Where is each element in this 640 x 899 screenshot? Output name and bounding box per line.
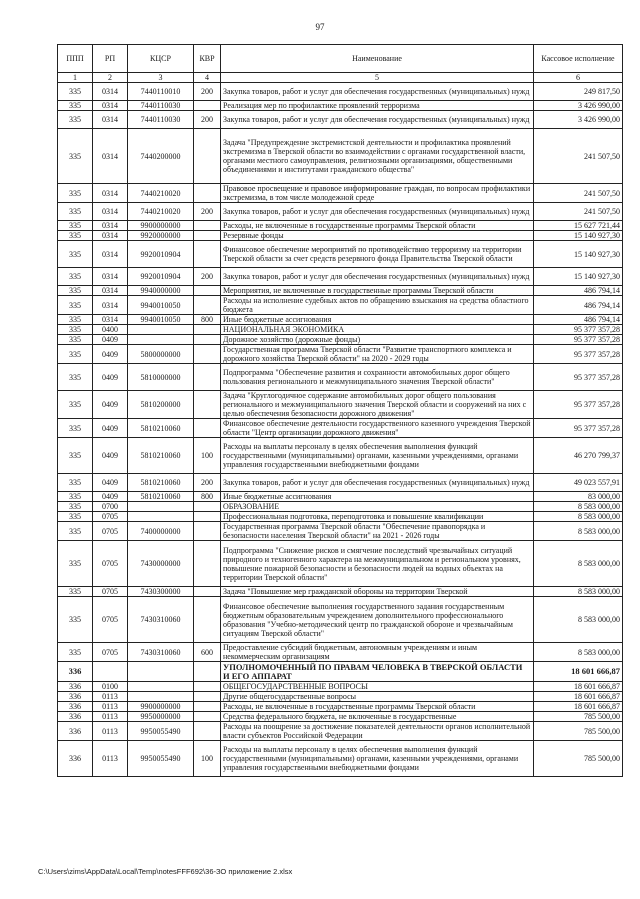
table-row xyxy=(58,221,623,231)
cell-kvr: 200 xyxy=(194,474,221,492)
cell-name: Расходы, не включенные в государственные программы Тверской области xyxy=(221,221,534,231)
table-row xyxy=(58,129,623,184)
cell-name: Дорожное хозяйство (дорожные фонды) xyxy=(221,335,534,345)
cell-kvr: 600 xyxy=(194,643,221,662)
cell-name: Подпрограмма "Обеспечение развития и сохранности автомобильных дорог общего пользования регионального и межмуниципального значения Тверской области" xyxy=(221,364,534,391)
budget-execution-table xyxy=(57,44,623,777)
cell-kcsr: 5810210060 xyxy=(128,474,194,492)
table-row xyxy=(58,315,623,325)
cell-kvr: 100 xyxy=(194,741,221,777)
column-header-name: Наименование xyxy=(221,45,534,73)
cell-rp: 0314 xyxy=(93,231,128,241)
cell-name: Закупка товаров, работ и услуг для обеспечения государственных (муниципальных) нужд xyxy=(221,111,534,129)
cell-rp: 0314 xyxy=(93,83,128,101)
cell-ppp: 335 xyxy=(58,474,93,492)
cell-ppp: 335 xyxy=(58,587,93,597)
cell-kcsr: 7440110030 xyxy=(128,111,194,129)
cell-ppp: 335 xyxy=(58,83,93,101)
cell-kcsr: 5810210060 xyxy=(128,492,194,502)
cell-ppp: 335 xyxy=(58,541,93,587)
cell-kcsr: 5810200000 xyxy=(128,391,194,419)
cell-ppp: 335 xyxy=(58,325,93,335)
cell-kvr xyxy=(194,682,221,692)
cell-amount: 18 601 666,87 xyxy=(534,702,623,712)
column-number-row xyxy=(58,73,623,83)
cell-ppp: 335 xyxy=(58,419,93,438)
cell-amount: 249 817,50 xyxy=(534,83,623,101)
cell-ppp: 335 xyxy=(58,643,93,662)
cell-kvr xyxy=(194,662,221,682)
cell-ppp: 335 xyxy=(58,522,93,541)
table-row xyxy=(58,522,623,541)
cell-kcsr: 7430300000 xyxy=(128,587,194,597)
table-row xyxy=(58,419,623,438)
cell-kcsr xyxy=(128,512,194,522)
cell-name: Правовое просвещение и правовое информирование граждан, по вопросам профилактики экстремизма, в том числе молодежной среде xyxy=(221,184,534,203)
cell-kvr xyxy=(194,221,221,231)
table-body xyxy=(58,73,623,777)
cell-ppp: 335 xyxy=(58,231,93,241)
cell-amount: 49 023 557,91 xyxy=(534,474,623,492)
cell-rp: 0400 xyxy=(93,325,128,335)
cell-amount: 241 507,50 xyxy=(534,184,623,203)
table-row xyxy=(58,712,623,722)
cell-kvr xyxy=(194,325,221,335)
cell-name: Государственная программа Тверской области "Обеспечение правопорядка и безопасности населения Тверской области" на 2021 - 2026 годы xyxy=(221,522,534,541)
cell-rp: 0314 xyxy=(93,101,128,111)
cell-rp: 0409 xyxy=(93,438,128,474)
cell-rp: 0409 xyxy=(93,364,128,391)
cell-name: Профессиональная подготовка, переподготовка и повышение квалификации xyxy=(221,512,534,522)
table-row xyxy=(58,268,623,286)
cell-kcsr: 7400000000 xyxy=(128,522,194,541)
cell-amount: 241 507,50 xyxy=(534,129,623,184)
cell-rp: 0409 xyxy=(93,419,128,438)
column-number: 4 xyxy=(194,73,221,83)
cell-kcsr xyxy=(128,502,194,512)
cell-name: Подпрограмма "Снижение рисков и смягчение последствий чрезвычайных ситуаций природного и техногенного характера на межмуниципальном и региональном уровнях, повышение пожарной безопасности и безопасности людей на водных объектах на территории Тверской области" xyxy=(221,541,534,587)
column-number: 5 xyxy=(221,73,534,83)
cell-amount: 18 601 666,87 xyxy=(534,682,623,692)
cell-kcsr: 7440200000 xyxy=(128,129,194,184)
cell-ppp: 335 xyxy=(58,345,93,364)
cell-kvr xyxy=(194,587,221,597)
cell-ppp: 335 xyxy=(58,221,93,231)
cell-rp: 0409 xyxy=(93,492,128,502)
table-row xyxy=(58,325,623,335)
cell-ppp: 335 xyxy=(58,438,93,474)
cell-kvr xyxy=(194,286,221,296)
cell-kvr xyxy=(194,702,221,712)
cell-kcsr: 7430310060 xyxy=(128,643,194,662)
table-row xyxy=(58,597,623,643)
cell-kcsr: 7440110010 xyxy=(128,83,194,101)
cell-name: НАЦИОНАЛЬНАЯ ЭКОНОМИКА xyxy=(221,325,534,335)
cell-kvr xyxy=(194,335,221,345)
table-row xyxy=(58,335,623,345)
cell-ppp: 335 xyxy=(58,502,93,512)
cell-rp: 0113 xyxy=(93,712,128,722)
cell-amount: 241 507,50 xyxy=(534,203,623,221)
cell-name: Закупка товаров, работ и услуг для обеспечения государственных (муниципальных) нужд xyxy=(221,474,534,492)
table-row xyxy=(58,643,623,662)
table-row xyxy=(58,541,623,587)
cell-name: ОБРАЗОВАНИЕ xyxy=(221,502,534,512)
cell-kcsr: 9940010050 xyxy=(128,315,194,325)
cell-kcsr: 7440110030 xyxy=(128,101,194,111)
cell-name: Закупка товаров, работ и услуг для обеспечения государственных (муниципальных) нужд xyxy=(221,203,534,221)
cell-amount: 785 500,00 xyxy=(534,712,623,722)
cell-kvr xyxy=(194,391,221,419)
cell-kvr: 800 xyxy=(194,315,221,325)
cell-rp: 0705 xyxy=(93,587,128,597)
cell-kcsr: 7440210020 xyxy=(128,184,194,203)
cell-amount: 95 377 357,28 xyxy=(534,325,623,335)
cell-kvr xyxy=(194,541,221,587)
cell-kvr: 200 xyxy=(194,111,221,129)
cell-kcsr: 5800000000 xyxy=(128,345,194,364)
cell-amount: 95 377 357,28 xyxy=(534,364,623,391)
cell-rp: 0113 xyxy=(93,692,128,702)
cell-amount: 95 377 357,28 xyxy=(534,391,623,419)
table-row xyxy=(58,296,623,315)
cell-name: Иные бюджетные ассигнования xyxy=(221,492,534,502)
cell-kvr xyxy=(194,597,221,643)
cell-amount: 8 583 000,00 xyxy=(534,502,623,512)
footer-file-path: C:\Users\zims\AppData\Local\Temp\notesFFF692\36-ЗО приложение 2.xlsx xyxy=(38,867,293,876)
cell-name: Задача "Предупреждение экстремистской деятельности и профилактика проявлений экстремизма в Тверской области во взаимодействии с органами государственной власти, органами местного самоуправления, религиозными организациями, общественными объединениями и институтами гражданского общества" xyxy=(221,129,534,184)
cell-amount: 15 140 927,30 xyxy=(534,241,623,268)
cell-rp: 0700 xyxy=(93,502,128,512)
cell-ppp: 335 xyxy=(58,184,93,203)
cell-rp: 0409 xyxy=(93,345,128,364)
cell-amount: 785 500,00 xyxy=(534,741,623,777)
column-header-ppp: ППП xyxy=(58,45,93,73)
column-number: 6 xyxy=(534,73,623,83)
cell-name: Расходы на поощрение за достижение показателей деятельности органов исполнительной власти субъектов Российской Федерации xyxy=(221,722,534,741)
cell-kvr xyxy=(194,184,221,203)
cell-kvr xyxy=(194,345,221,364)
cell-ppp: 335 xyxy=(58,241,93,268)
cell-amount: 8 583 000,00 xyxy=(534,522,623,541)
table-row xyxy=(58,512,623,522)
cell-rp: 0705 xyxy=(93,512,128,522)
cell-rp: 0314 xyxy=(93,315,128,325)
cell-ppp: 335 xyxy=(58,101,93,111)
cell-ppp: 336 xyxy=(58,702,93,712)
cell-kvr xyxy=(194,512,221,522)
cell-kvr xyxy=(194,241,221,268)
cell-name: Средства федерального бюджета, не включенные в государственные xyxy=(221,712,534,722)
cell-kvr xyxy=(194,722,221,741)
cell-rp: 0314 xyxy=(93,111,128,129)
cell-name: Задача "Круглогодичное содержание автомобильных дорог общего пользования регионального и межмуниципального значения Тверской области и сооружений на них с целью обеспечения безопасности дорожного движения" xyxy=(221,391,534,419)
cell-ppp: 335 xyxy=(58,268,93,286)
cell-rp: 0705 xyxy=(93,522,128,541)
table-row xyxy=(58,203,623,221)
cell-rp: 0409 xyxy=(93,391,128,419)
cell-rp: 0113 xyxy=(93,741,128,777)
table-row xyxy=(58,101,623,111)
cell-amount: 15 140 927,30 xyxy=(534,231,623,241)
cell-amount: 15 140 927,30 xyxy=(534,268,623,286)
cell-kvr xyxy=(194,101,221,111)
cell-name: Финансовое обеспечение выполнения государственного задания государственным бюджетным образовательным учреждением дополнительного профессионального образования "Учебно-методический центр по гражданской обороне и чрезвычайным ситуациям Тверской области" xyxy=(221,597,534,643)
column-header-amount: Кассовое исполнение xyxy=(534,45,623,73)
cell-amount: 95 377 357,28 xyxy=(534,419,623,438)
cell-kcsr: 9950055490 xyxy=(128,722,194,741)
cell-kvr xyxy=(194,692,221,702)
cell-rp: 0314 xyxy=(93,296,128,315)
cell-kcsr: 7440210020 xyxy=(128,203,194,221)
cell-name: Реализация мер по профилактике проявлений терроризма xyxy=(221,101,534,111)
cell-kvr: 200 xyxy=(194,83,221,101)
table-row xyxy=(58,391,623,419)
table-row xyxy=(58,184,623,203)
table-row xyxy=(58,587,623,597)
cell-ppp: 335 xyxy=(58,364,93,391)
cell-kcsr: 9920010904 xyxy=(128,268,194,286)
table-row xyxy=(58,492,623,502)
column-number: 2 xyxy=(93,73,128,83)
cell-ppp: 335 xyxy=(58,111,93,129)
cell-name: ОБЩЕГОСУДАРСТВЕННЫЕ ВОПРОСЫ xyxy=(221,682,534,692)
cell-kcsr: 7430000000 xyxy=(128,541,194,587)
cell-rp: 0113 xyxy=(93,722,128,741)
cell-ppp: 335 xyxy=(58,597,93,643)
cell-ppp: 336 xyxy=(58,722,93,741)
cell-amount: 18 601 666,87 xyxy=(534,662,623,682)
cell-kvr xyxy=(194,296,221,315)
column-number: 1 xyxy=(58,73,93,83)
table-row xyxy=(58,241,623,268)
cell-kcsr xyxy=(128,682,194,692)
cell-kcsr: 5810210060 xyxy=(128,419,194,438)
cell-kvr xyxy=(194,129,221,184)
cell-amount: 486 794,14 xyxy=(534,296,623,315)
cell-rp: 0314 xyxy=(93,184,128,203)
cell-kcsr: 5810000000 xyxy=(128,364,194,391)
cell-amount: 8 583 000,00 xyxy=(534,587,623,597)
table-row xyxy=(58,474,623,492)
cell-kcsr: 9920000000 xyxy=(128,231,194,241)
cell-ppp: 335 xyxy=(58,492,93,502)
cell-kvr: 100 xyxy=(194,438,221,474)
cell-amount: 3 426 990,00 xyxy=(534,111,623,129)
cell-rp: 0705 xyxy=(93,597,128,643)
cell-rp: 0314 xyxy=(93,241,128,268)
column-header-kvr: КВР xyxy=(194,45,221,73)
cell-kcsr xyxy=(128,335,194,345)
cell-name: Расходы на выплаты персоналу в целях обеспечения выполнения функций государственными (муниципальными) органами, казенными учреждениями, органами управления государственными внебюджетными фондами xyxy=(221,741,534,777)
cell-name: Финансовое обеспечение деятельности государственного казенного учреждения Тверской области "Центр организации дорожного движения" xyxy=(221,419,534,438)
cell-rp: 0409 xyxy=(93,335,128,345)
cell-name: УПОЛНОМОЧЕННЫЙ ПО ПРАВАМ ЧЕЛОВЕКА В ТВЕРСКОЙ ОБЛАСТИ И ЕГО АППАРАТ xyxy=(221,662,534,682)
cell-name: Закупка товаров, работ и услуг для обеспечения государственных (муниципальных) нужд xyxy=(221,268,534,286)
table-row xyxy=(58,111,623,129)
table-row xyxy=(58,662,623,682)
cell-rp: 0314 xyxy=(93,221,128,231)
cell-ppp: 335 xyxy=(58,335,93,345)
table-row xyxy=(58,502,623,512)
cell-rp: 0314 xyxy=(93,268,128,286)
cell-kcsr: 5810210060 xyxy=(128,438,194,474)
cell-amount: 8 583 000,00 xyxy=(534,512,623,522)
cell-ppp: 336 xyxy=(58,682,93,692)
cell-name: Мероприятия, не включенные в государственные программы Тверской области xyxy=(221,286,534,296)
cell-amount: 486 794,14 xyxy=(534,286,623,296)
cell-kvr: 200 xyxy=(194,203,221,221)
cell-ppp: 336 xyxy=(58,741,93,777)
cell-amount: 83 000,00 xyxy=(534,492,623,502)
cell-amount: 3 426 990,00 xyxy=(534,101,623,111)
cell-name: Расходы на исполнение судебных актов по обращению взыскания на средства областного бюджета xyxy=(221,296,534,315)
cell-ppp: 335 xyxy=(58,129,93,184)
cell-ppp: 335 xyxy=(58,286,93,296)
cell-kvr xyxy=(194,522,221,541)
column-number: 3 xyxy=(128,73,194,83)
cell-amount: 8 583 000,00 xyxy=(534,643,623,662)
cell-amount: 95 377 357,28 xyxy=(534,345,623,364)
cell-kcsr: 9950000000 xyxy=(128,712,194,722)
table-header-row xyxy=(58,45,623,73)
cell-kcsr: 9950055490 xyxy=(128,741,194,777)
cell-name: Предоставление субсидий бюджетным, автономным учреждениям и иным некоммерческим организациям xyxy=(221,643,534,662)
cell-kcsr: 7430310060 xyxy=(128,597,194,643)
cell-amount: 95 377 357,28 xyxy=(534,335,623,345)
cell-kcsr: 9940010050 xyxy=(128,296,194,315)
cell-name: Государственная программа Тверской области "Развитие транспортного комплекса и дорожного хозяйства Тверской области" на 2020 - 2029 годы xyxy=(221,345,534,364)
cell-ppp: 335 xyxy=(58,391,93,419)
cell-name: Задача "Повышение мер гражданской обороны на территории Тверской xyxy=(221,587,534,597)
cell-kvr xyxy=(194,364,221,391)
table-row xyxy=(58,702,623,712)
cell-amount: 46 270 799,37 xyxy=(534,438,623,474)
cell-amount: 486 794,14 xyxy=(534,315,623,325)
cell-kcsr xyxy=(128,325,194,335)
cell-rp xyxy=(93,662,128,682)
cell-name: Расходы, не включенные в государственные программы Тверской области xyxy=(221,702,534,712)
column-header-rp: РП xyxy=(93,45,128,73)
cell-kvr xyxy=(194,502,221,512)
cell-kcsr xyxy=(128,692,194,702)
cell-name: Расходы на выплаты персоналу в целях обеспечения выполнения функций государственными (муниципальными) органами, казенными учреждениями, органами управления государственными внебюджетными фондами xyxy=(221,438,534,474)
cell-rp: 0409 xyxy=(93,474,128,492)
cell-ppp: 335 xyxy=(58,512,93,522)
cell-kcsr: 9900000000 xyxy=(128,702,194,712)
cell-ppp: 336 xyxy=(58,712,93,722)
cell-name: Иные бюджетные ассигнования xyxy=(221,315,534,325)
cell-kvr xyxy=(194,231,221,241)
cell-amount: 8 583 000,00 xyxy=(534,541,623,587)
table-row xyxy=(58,682,623,692)
cell-rp: 0100 xyxy=(93,682,128,692)
cell-ppp: 336 xyxy=(58,662,93,682)
page-number: 97 xyxy=(315,22,325,32)
cell-kcsr: 9940000000 xyxy=(128,286,194,296)
table-row xyxy=(58,83,623,101)
table-row xyxy=(58,345,623,364)
cell-name: Резервные фонды xyxy=(221,231,534,241)
cell-kvr: 800 xyxy=(194,492,221,502)
cell-kvr: 200 xyxy=(194,268,221,286)
cell-name: Закупка товаров, работ и услуг для обеспечения государственных (муниципальных) нужд xyxy=(221,83,534,101)
cell-name: Другие общегосударственные вопросы xyxy=(221,692,534,702)
table-row xyxy=(58,741,623,777)
cell-ppp: 335 xyxy=(58,296,93,315)
cell-rp: 0113 xyxy=(93,702,128,712)
cell-amount: 15 627 721,44 xyxy=(534,221,623,231)
cell-ppp: 336 xyxy=(58,692,93,702)
cell-amount: 8 583 000,00 xyxy=(534,597,623,643)
cell-rp: 0314 xyxy=(93,129,128,184)
table-row xyxy=(58,364,623,391)
cell-ppp: 335 xyxy=(58,203,93,221)
table-row xyxy=(58,231,623,241)
cell-amount: 18 601 666,87 xyxy=(534,692,623,702)
table-row xyxy=(58,692,623,702)
cell-amount: 785 500,00 xyxy=(534,722,623,741)
cell-rp: 0705 xyxy=(93,643,128,662)
cell-kvr xyxy=(194,419,221,438)
cell-rp: 0314 xyxy=(93,286,128,296)
cell-rp: 0705 xyxy=(93,541,128,587)
table-row xyxy=(58,722,623,741)
cell-kcsr: 9900000000 xyxy=(128,221,194,231)
cell-name: Финансовое обеспечение мероприятий по противодействию терроризму на территории Тверской области за счет средств резервного фонда Правительства Тверской области xyxy=(221,241,534,268)
table-row xyxy=(58,438,623,474)
cell-rp: 0314 xyxy=(93,203,128,221)
cell-kcsr xyxy=(128,662,194,682)
cell-kcsr: 9920010904 xyxy=(128,241,194,268)
cell-kvr xyxy=(194,712,221,722)
cell-ppp: 335 xyxy=(58,315,93,325)
column-header-kcsr: КЦСР xyxy=(128,45,194,73)
table-row xyxy=(58,286,623,296)
